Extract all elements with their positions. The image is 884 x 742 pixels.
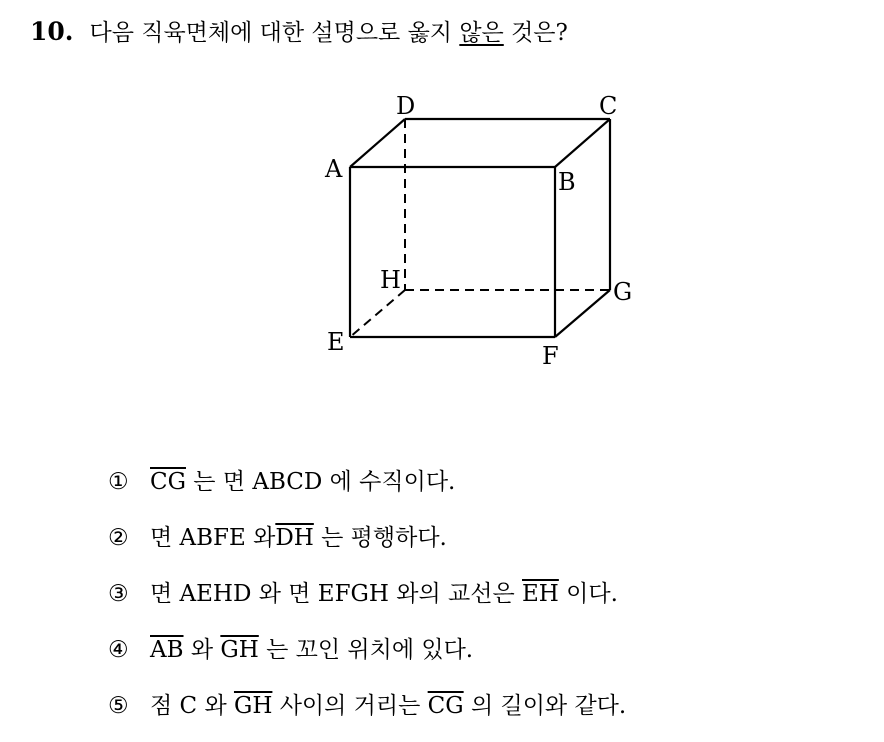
choice-text: 점 C 와 $\overline{GH}$ 사이의 거리는 $\overline{CG}$ 의 길이와 같다.: [150, 693, 627, 719]
question-number: 10.: [30, 17, 74, 46]
vertex-label-c: C: [599, 92, 618, 120]
choice-5[interactable]: [108, 686, 626, 742]
question-text: 다음 직육면체에 대한 설명으로 옳지: [89, 20, 453, 46]
question-text-end: 것은?: [511, 20, 568, 46]
hidden-edge-he: [350, 290, 405, 337]
edge-fg: [555, 290, 610, 337]
choice-marker: ③: [108, 581, 129, 607]
choice-text: 면 ABFE 와$\overline{DH}$ 는 평행하다.: [150, 525, 447, 551]
edge-ad: [350, 119, 405, 167]
answer-choices: [108, 462, 626, 742]
choice-4[interactable]: [108, 630, 626, 686]
question-emphasis: 않은: [459, 20, 504, 46]
choice-text: $\overline{AB}$ 와 $\overline{GH}$ 는 꼬인 위치에 있다.: [150, 637, 474, 663]
vertex-label-f: F: [542, 342, 559, 370]
choice-text: 면 AEHD 와 면 EFGH 와의 교선은 $\overline{EH}$ 이다.: [150, 581, 618, 607]
vertex-label-d: D: [396, 92, 416, 120]
choice-marker: ⑤: [108, 693, 129, 719]
choice-marker: ②: [108, 525, 129, 551]
choice-3[interactable]: [108, 574, 626, 630]
cuboid-figure: [310, 82, 650, 382]
vertex-label-e: E: [327, 328, 345, 356]
choice-2[interactable]: [108, 518, 626, 574]
edge-bc: [555, 119, 610, 167]
vertex-label-g: G: [613, 278, 633, 306]
vertex-label-a: A: [325, 155, 343, 183]
choice-1[interactable]: [108, 462, 626, 518]
vertex-label-b: B: [558, 168, 576, 196]
choice-marker: ①: [108, 469, 129, 495]
question-stem: [30, 14, 568, 47]
choice-text: $\overline{CG}$ 는 면 ABCD 에 수직이다.: [150, 469, 456, 495]
choice-marker: ④: [108, 637, 129, 663]
vertex-label-h: H: [380, 266, 401, 294]
